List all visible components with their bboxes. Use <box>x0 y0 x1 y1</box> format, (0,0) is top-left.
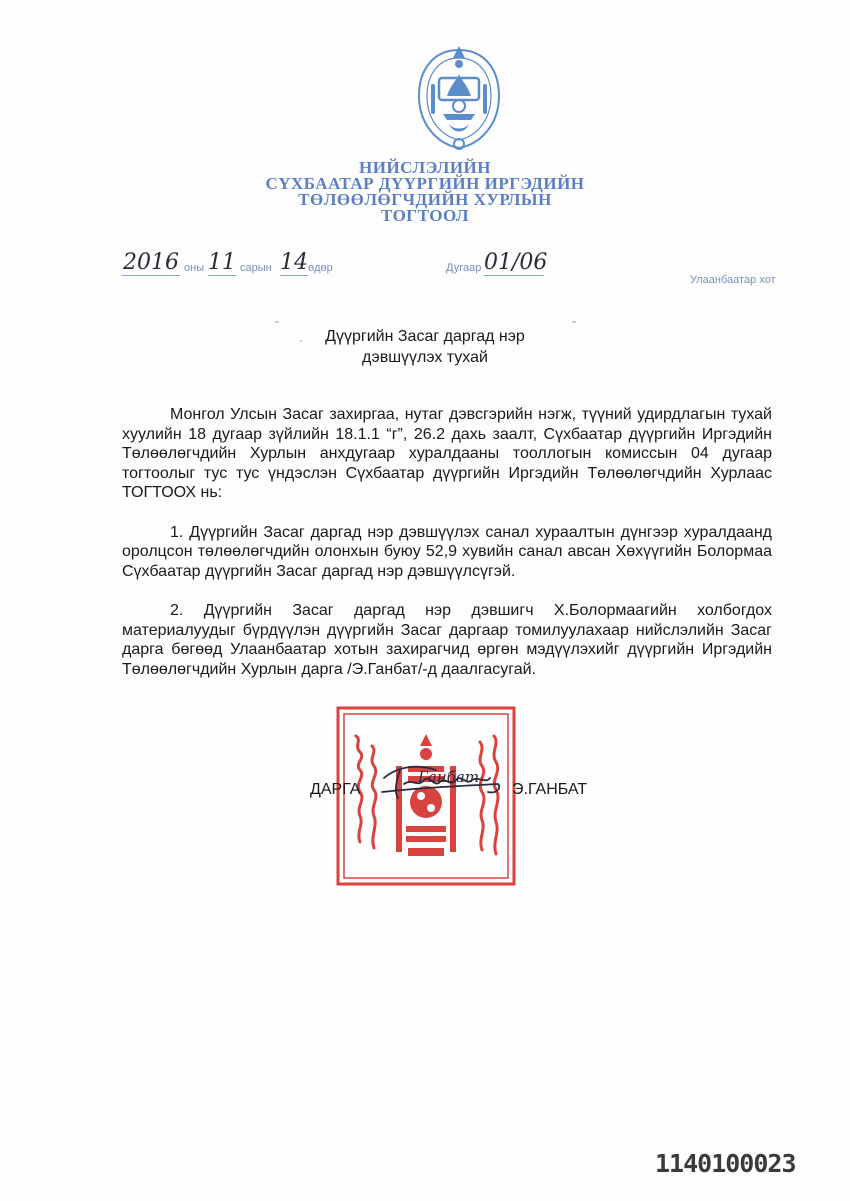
city-label: Улаанбаатар хот <box>690 274 776 286</box>
header-line-4: ТОГТООЛ <box>380 206 470 225</box>
signatory-name: Э.ГАНБАТ <box>512 781 588 798</box>
signature-script: Ганбат <box>418 768 480 786</box>
title-line-2: дэвшүүлэх тухай <box>362 349 488 366</box>
year-suffix: оны <box>184 262 205 274</box>
date-day: 14 <box>280 250 308 275</box>
item-1-paragraph: 1. Дүүргийн Засаг даргад нэр дэвшүүлэх санал хураалтын дүнгээр хуралдаанд оролцсон төлөөлөгчдийн олонхын буюу 52,9 хувийн санал авсан Хөхүүгийн Болормаа Сүхбаатар дүүргийн Засаг даргад нэр дэвшүүлсүгэй. <box>122 523 772 580</box>
title-line-1: Дүүргийн Засаг даргад нэр <box>325 328 525 345</box>
item-2-paragraph: 2. Дүүргийн Засаг даргад нэр дэвшигч Х.Болормаагийн холбогдох материалуудыг бүрдүүлэн дүүргийн Засаг даргаар томилуулахаар нийслэлийн Засаг дарга бөгөөд Улаанбаатар хотын захирагчид өргөн мэдүүлэхийг дүүргийн Иргэдийн Төлөөлөгчдийн Хурлын дарга /Э.Ганбат/-д даалгасугай. <box>122 602 772 678</box>
day-suffix: өдөр <box>308 262 333 274</box>
handwritten-signature <box>378 758 506 806</box>
date-month: 11 <box>208 250 236 275</box>
state-emblem-icon <box>413 44 505 159</box>
preamble-paragraph: Монгол Улсын Засаг захиргаа, нутаг дэвсгэрийн нэгж, түүний удирдлагын тухай хуулийн 18 дугаар зүйлийн 18.1.1 “г”, 26.2 дахь заалт, Сүхбаатар дүүргийн Иргэдийн Төлөөлөгчдийн Хурлын анхдугаар хуралдааны тооллогын комиссын 04 дугаар тогтоолыг тус тус үндэслэн Сүхбаатар дүүргийн Иргэдийн Төлөөлөгчдийн Хурлаас ТОГТООХ нь: <box>122 406 772 501</box>
resolution-number: 01/06 <box>484 250 548 275</box>
header-line-3: ТӨЛӨӨЛӨГЧДИЙН ХУРЛЫН <box>298 190 552 209</box>
signatory-title: ДАРГА <box>310 781 361 798</box>
number-label: Дугаар <box>446 262 482 274</box>
resolution-title <box>0 326 850 368</box>
resolution-body <box>122 405 772 699</box>
issuer-header <box>0 160 850 224</box>
document-serial-number: 1140100023 <box>655 1149 796 1178</box>
date-year: 2016 <box>123 250 179 275</box>
month-suffix: сарын <box>240 262 272 274</box>
header-line-2: СҮХБААТАР ДҮҮРГИЙН ИРГЭДИЙН <box>265 174 585 193</box>
header-line-1: НИЙСЛЭЛИЙН <box>359 158 491 177</box>
